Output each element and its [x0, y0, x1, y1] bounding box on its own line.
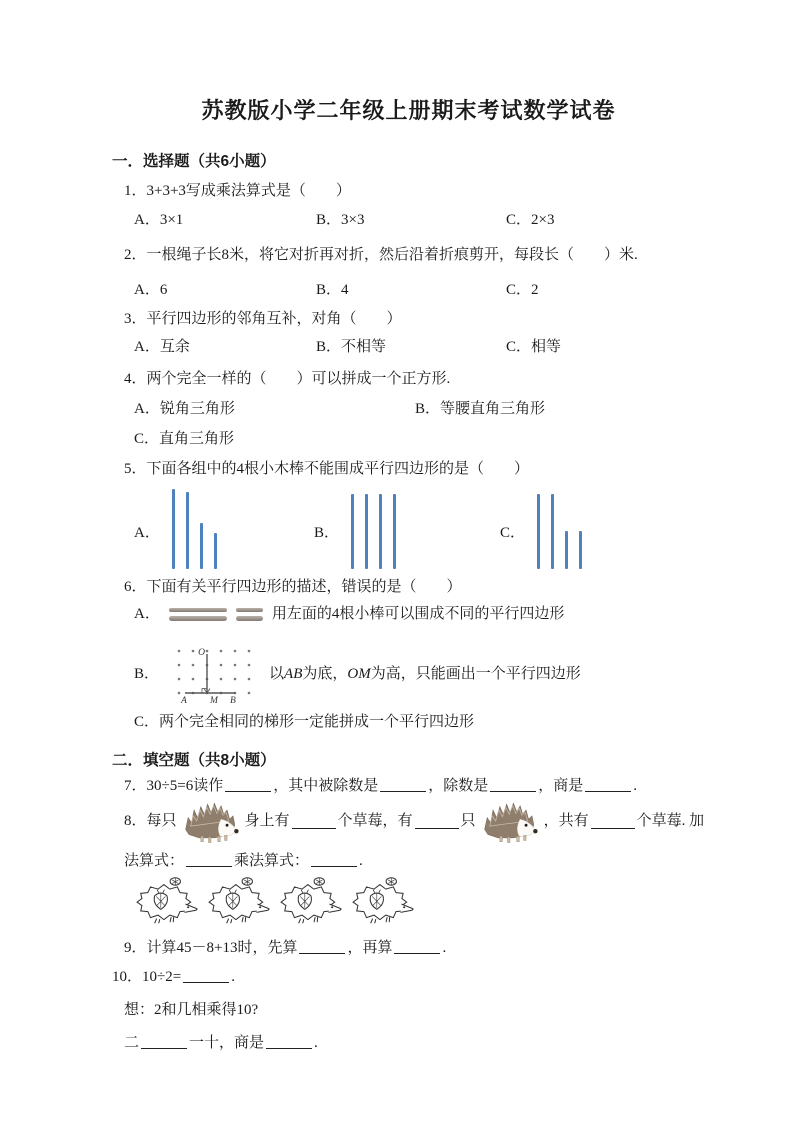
- text-part: .: [314, 1035, 318, 1051]
- option-c-label: C．: [500, 525, 526, 541]
- question-4-options-c: [112, 429, 705, 449]
- question-2-option-b: B．4: [316, 282, 349, 298]
- text-part: .: [231, 969, 235, 985]
- bar: [236, 608, 263, 613]
- question-3-option-a: A．互余: [134, 339, 190, 355]
- blank-line: [415, 813, 459, 829]
- blank-line: [591, 813, 635, 829]
- hedgehog-photo-icon: [479, 799, 541, 843]
- question-5-option-c: [500, 494, 582, 569]
- section-choice-heading: 一．选择题（共6小题）: [112, 153, 276, 170]
- hedgehog-photo-icon: [180, 799, 242, 843]
- question-4-options-ab: [112, 399, 705, 419]
- blank-line: [490, 776, 536, 792]
- text-part: 乘法算式：: [234, 853, 310, 869]
- stick: [172, 489, 175, 569]
- bar: [236, 616, 263, 621]
- question-4-option-a: A．锐角三角形: [134, 401, 235, 417]
- text-part: 身上有: [244, 813, 290, 829]
- short-bars: [236, 608, 263, 621]
- stick: [565, 531, 568, 569]
- question-3-options: [112, 337, 705, 357]
- blank-line: [380, 776, 426, 792]
- bar: [169, 608, 227, 613]
- stick: [365, 494, 368, 569]
- question-1-option-c: C．2×3: [506, 212, 555, 228]
- question-6-stem: 6．下面有关平行四边形的描述，错误的是（ ）: [124, 579, 462, 595]
- question-4-option-c: C．直角三角形: [134, 431, 235, 447]
- question-10-line-3: [124, 1033, 705, 1053]
- point-label-a: A: [181, 696, 187, 706]
- question-3-option-c: C．相等: [506, 339, 562, 355]
- blank-line: [186, 851, 232, 867]
- option-a-label: A．: [134, 606, 160, 622]
- question-5-option-a: [134, 489, 217, 569]
- segment-om-label: OM: [347, 666, 371, 682]
- question-6-option-c: [134, 712, 705, 732]
- text-part: 7．30÷5=6读作: [124, 778, 224, 794]
- segment-ab-label: AB: [284, 666, 303, 682]
- text-part: ，除数是: [428, 778, 489, 794]
- question-3-option-b: B．不相等: [316, 339, 387, 355]
- stick: [351, 494, 354, 569]
- stick: [551, 494, 554, 569]
- question-5-stem: 5．下面各组中的4根小木棒不能围成平行四边形的是（ ）: [124, 461, 530, 477]
- stick: [579, 531, 582, 569]
- stick-group-b: [351, 494, 396, 569]
- text-part: .: [359, 853, 363, 869]
- question-6-option-a-text: 用左面的4根小棒可以围成不同的平行四边形: [271, 606, 565, 622]
- question-8-line-2: [124, 851, 705, 871]
- question-4-option-b: B．等腰直角三角形: [415, 401, 546, 417]
- question-1-option-b: B．3×3: [316, 212, 365, 228]
- blank-line: [183, 967, 229, 983]
- text-part: 只: [460, 813, 476, 829]
- blank-line: [225, 776, 271, 792]
- text-part: ，共有: [543, 813, 589, 829]
- text-part: 法算式：: [124, 853, 185, 869]
- blank-line: [311, 851, 357, 867]
- hedgehog-drawing-icon: [206, 873, 272, 925]
- option-c-label: C．: [134, 714, 160, 730]
- point-label-o: O: [198, 648, 206, 658]
- question-6-option-c-text: 两个完全相同的梯形一定能拼成一个平行四边形: [159, 714, 475, 730]
- blank-line: [266, 1033, 312, 1049]
- question-2-option-a: A．6: [134, 282, 168, 298]
- section-fill-heading: 二．填空题（共8小题）: [112, 752, 276, 769]
- stick: [186, 492, 189, 569]
- text-part: 二: [124, 1035, 140, 1051]
- text-part: 9．计算45－8+13时，先算: [124, 940, 298, 956]
- text-part: 为高，只能画出一个平行四边形: [370, 666, 581, 682]
- text-part: 8．每只: [124, 813, 177, 829]
- dot-grid-diagram: [169, 641, 259, 707]
- question-1-options: [112, 210, 705, 230]
- blank-line: [394, 938, 440, 954]
- page-title: 苏教版小学二年级上册期末考试数学试卷: [201, 98, 616, 123]
- question-1-option-a: A．3×1: [134, 212, 184, 228]
- text-part: .: [633, 778, 637, 794]
- question-2-stem: 2．一根绳子长8米，将它对折再对折，然后沿着折痕剪开，每段长（ ）米.: [124, 247, 638, 263]
- sticks-bars-graphic: [169, 608, 263, 621]
- option-b-label: B．: [134, 666, 160, 682]
- hedgehog-drawing-icon: [278, 873, 344, 925]
- question-9: [124, 938, 705, 958]
- question-10-think: 想：2和几相乘得10?: [124, 1002, 259, 1018]
- bar: [169, 616, 227, 621]
- text-part: 为底，: [302, 666, 348, 682]
- stick: [393, 494, 396, 569]
- question-7: [124, 776, 705, 796]
- question-1-stem: 1．3+3+3写成乘法算式是（ ）: [124, 183, 351, 199]
- text-part: ，商是: [538, 778, 584, 794]
- text-part: 一十，商是: [189, 1035, 265, 1051]
- text-part: .: [442, 940, 447, 956]
- question-5-option-b: [314, 494, 396, 569]
- blank-line: [292, 813, 336, 829]
- blank-line: [299, 938, 345, 954]
- question-6-option-b-text: [269, 664, 581, 684]
- blank-line: [141, 1033, 187, 1049]
- question-2-option-c: C．2: [506, 282, 539, 298]
- option-a-label: A．: [134, 525, 160, 541]
- text-part: 以: [269, 666, 285, 682]
- hedgehog-drawing-icon: [134, 873, 200, 925]
- hedgehog-drawing-icon: [350, 873, 416, 925]
- question-8-line-1: [124, 796, 705, 846]
- option-b-label: B．: [314, 525, 340, 541]
- question-6-option-b: [134, 641, 705, 707]
- stick: [200, 523, 203, 569]
- question-2-options: [112, 280, 705, 300]
- stick-group-a: [172, 489, 217, 569]
- question-3-stem: 3．平行四边形的邻角互补，对角（ ）: [124, 311, 402, 327]
- stick: [537, 494, 540, 569]
- question-5-figures: [112, 487, 705, 569]
- stick: [379, 494, 382, 569]
- long-bars: [169, 608, 227, 621]
- point-label-b: B: [230, 696, 236, 706]
- question-10-line-1: [112, 967, 705, 987]
- text-part: ，其中被除数是: [273, 778, 379, 794]
- blank-line: [585, 776, 631, 792]
- text-part: ，再算: [347, 940, 393, 956]
- point-label-m: M: [210, 696, 218, 706]
- stick: [214, 533, 217, 569]
- question-4-stem: 4．两个完全一样的（ ）可以拼成一个正方形.: [124, 371, 451, 387]
- question-8-hedgehog-drawings: [134, 871, 705, 925]
- text-part: 个草莓. 加: [636, 813, 705, 829]
- text-part: 10．10÷2=: [112, 969, 182, 985]
- text-part: 个草莓，有: [337, 813, 413, 829]
- question-6-option-a: [134, 603, 705, 625]
- stick-group-c: [537, 494, 582, 569]
